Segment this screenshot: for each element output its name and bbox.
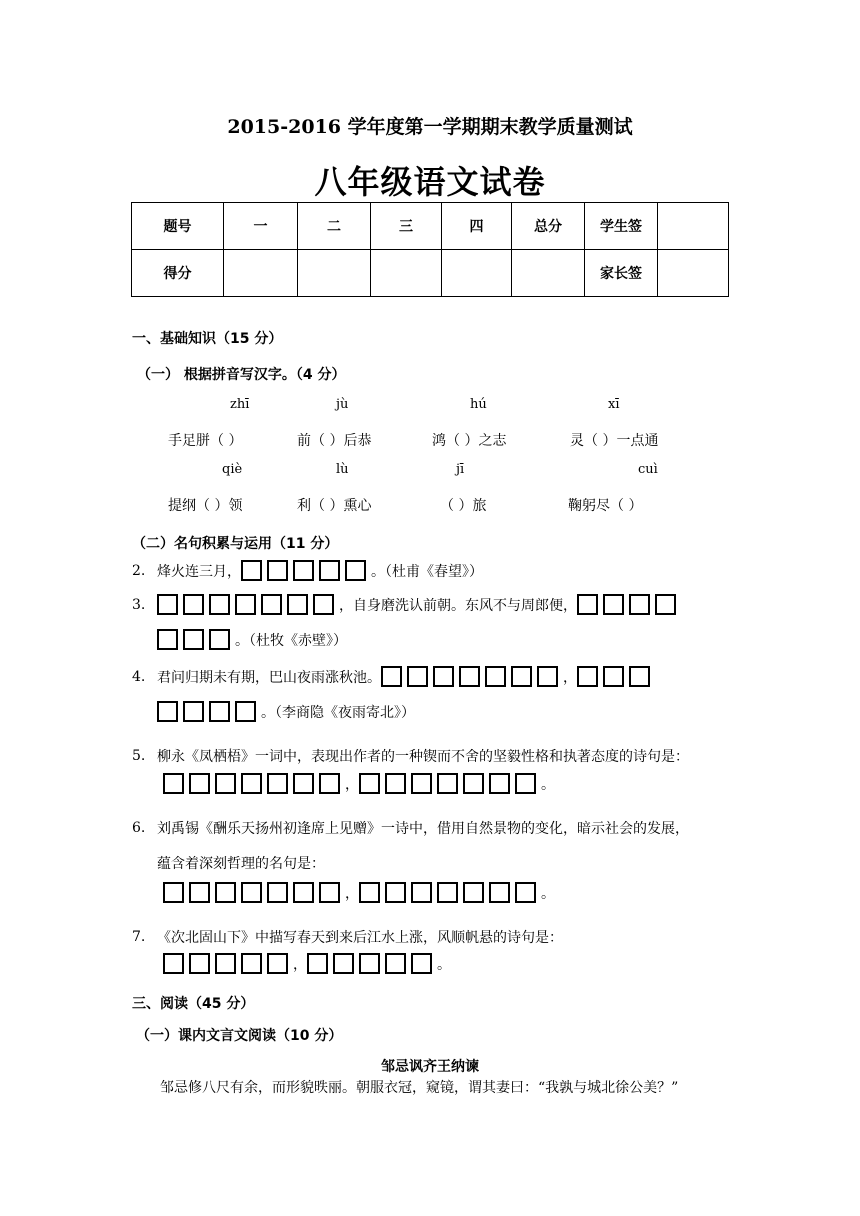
question-5 [132,746,689,766]
word-blank[interactable]: 前（ ）后恭 [297,433,372,449]
pinyin: xī [608,397,620,412]
table-cell: 一 [224,203,298,250]
answer-box[interactable] [485,666,506,687]
punctuation: 。 [437,956,451,973]
answer-box[interactable] [359,882,380,903]
section-heading: 三、阅读（45 分） [132,996,255,1012]
answer-box[interactable] [215,953,236,974]
question-6 [132,818,689,838]
question-3-cont [157,629,347,650]
answer-box[interactable] [411,953,432,974]
punctuation: 。 [541,776,555,793]
answer-box[interactable] [515,773,536,794]
answer-box[interactable] [385,882,406,903]
answer-box[interactable] [463,882,484,903]
answer-box[interactable] [261,594,282,615]
answer-box[interactable] [459,666,480,687]
pinyin: zhī [230,397,250,412]
question-text: 。（杜甫《春望》） [371,563,483,580]
question-6-answer [163,882,555,903]
question-text: 柳永《凤栖梧》一词中，表现出作者的一种锲而不舍的坚毅性格和执著态度的诗句是： [157,749,689,765]
pinyin: lù [336,462,349,477]
answer-box[interactable] [183,701,204,722]
table-cell: 四 [442,203,512,250]
question-number: 6. [132,820,146,836]
score-cell[interactable] [442,250,512,297]
answer-box[interactable] [287,594,308,615]
punctuation: 。 [541,885,555,902]
word-blank[interactable]: 手足胼（ ） [168,433,243,449]
answer-box[interactable] [163,773,184,794]
answer-box[interactable] [629,594,650,615]
word-blank[interactable]: 鸿（ ）之志 [432,433,507,449]
answer-box[interactable] [293,882,314,903]
answer-box[interactable] [241,560,262,581]
word-blank[interactable]: 鞠躬尽（ ） [568,498,643,514]
answer-box[interactable] [235,594,256,615]
passage-text: 邹忌修八尺有余，而形貌昳丽。朝服衣冠，窥镜，谓其妻曰：“我孰与城北徐公美？” [160,1080,679,1096]
question-number: 7. [132,929,146,945]
question-number: 5. [132,748,146,764]
answer-box[interactable] [267,773,288,794]
word-blank[interactable]: （ ）旅 [440,498,487,514]
answer-box[interactable] [209,594,230,615]
table-row [132,203,729,250]
pinyin: qiè [222,462,243,477]
pinyin: jī [456,462,465,477]
signature-cell[interactable] [658,203,729,250]
answer-box[interactable] [313,594,334,615]
answer-box[interactable] [489,882,510,903]
table-cell: 总分 [512,203,585,250]
question-text: 烽火连三月， [157,563,241,580]
question-text: 《次北固山下》中描写春天到来后江水上涨，风顺帆悬的诗句是： [157,930,563,946]
answer-box[interactable] [515,882,536,903]
answer-box[interactable] [655,594,676,615]
signature-cell[interactable] [658,250,729,297]
answer-box[interactable] [215,773,236,794]
answer-box[interactable] [241,953,262,974]
answer-box[interactable] [577,666,598,687]
question-number: 4. [132,668,146,685]
answer-box[interactable] [189,773,210,794]
question-4 [132,666,655,687]
answer-box[interactable] [345,560,366,581]
answer-box[interactable] [157,629,178,650]
punctuation: ， [345,885,359,902]
passage-title: 邹忌讽齐王纳谏 [381,1059,479,1075]
answer-box[interactable] [333,953,354,974]
question-3 [132,594,681,615]
answer-box[interactable] [319,882,340,903]
answer-box[interactable] [209,701,230,722]
answer-box[interactable] [411,773,432,794]
answer-box[interactable] [267,560,288,581]
answer-box[interactable] [267,953,288,974]
answer-box[interactable] [189,882,210,903]
pinyin: jù [336,397,349,412]
answer-box[interactable] [407,666,428,687]
table-cell: 家长签 [585,250,658,297]
answer-box[interactable] [411,882,432,903]
answer-box[interactable] [385,953,406,974]
answer-box[interactable] [603,666,624,687]
answer-box[interactable] [577,594,598,615]
pinyin: cuì [638,462,658,477]
answer-box[interactable] [209,629,230,650]
score-table [131,202,729,297]
table-cell: 三 [371,203,442,250]
answer-box[interactable] [463,773,484,794]
table-cell: 题号 [132,203,224,250]
answer-box[interactable] [163,953,184,974]
answer-box[interactable] [183,594,204,615]
answer-box[interactable] [293,773,314,794]
score-cell[interactable] [298,250,371,297]
question-7 [132,927,563,947]
punctuation: ， [345,776,359,793]
answer-box[interactable] [307,953,328,974]
exam-title: 八年级语文试卷 [314,163,546,201]
answer-box[interactable] [433,666,454,687]
answer-box[interactable] [267,882,288,903]
answer-box[interactable] [511,666,532,687]
answer-box[interactable] [241,882,262,903]
part-heading: （一）课内文言文阅读（10 分） [136,1028,343,1044]
answer-box[interactable] [189,953,210,974]
word-blank[interactable]: 利（ ）熏心 [297,498,372,514]
answer-box[interactable] [319,560,340,581]
question-number: 3. [132,596,146,613]
question-text: ，自身磨洗认前朝。东风不与周郎便， [339,597,577,614]
answer-box[interactable] [293,560,314,581]
answer-box[interactable] [437,882,458,903]
punctuation: ， [563,669,577,686]
answer-box[interactable] [359,953,380,974]
answer-box[interactable] [629,666,650,687]
part-heading: （一） 根据拼音写汉字。（4 分） [137,367,346,383]
answer-box[interactable] [603,594,624,615]
question-text: 。（李商隐《夜雨寄北》） [261,704,415,721]
question-2 [132,560,483,581]
word-blank[interactable]: 提纲（ ）领 [168,498,243,514]
answer-box[interactable] [157,594,178,615]
question-4-cont [157,701,415,722]
answer-box[interactable] [241,773,262,794]
part-heading: （二）名句积累与运用（11 分） [132,536,339,552]
question-5-answer [163,773,555,794]
answer-box[interactable] [235,701,256,722]
pinyin: hú [470,397,487,412]
question-text: 刘禹锡《酬乐天扬州初逢席上见赠》一诗中，借用自然景物的变化，暗示社会的发展， [157,821,689,837]
question-text: 蕴含着深刻哲理的名句是： [157,856,325,872]
answer-box[interactable] [489,773,510,794]
answer-box[interactable] [183,629,204,650]
answer-box[interactable] [537,666,558,687]
answer-box[interactable] [385,773,406,794]
word-blank[interactable]: 灵（ ）一点通 [570,433,659,449]
question-text: 君问归期未有期，巴山夜雨涨秋池。 [157,669,381,686]
table-cell: 二 [298,203,371,250]
score-cell[interactable] [512,250,585,297]
answer-box[interactable] [381,666,402,687]
table-cell: 学生签 [585,203,658,250]
question-text: 。（杜牧《赤壁》） [235,632,347,649]
section-heading: 一、基础知识（15 分） [132,331,283,347]
answer-box[interactable] [319,773,340,794]
question-number: 2. [132,562,146,579]
exam-subtitle: 2015-2016 学年度第一学期期末教学质量测试 [227,116,633,138]
answer-box[interactable] [157,701,178,722]
question-7-answer [163,953,451,974]
punctuation: ， [293,956,307,973]
answer-box[interactable] [215,882,236,903]
answer-box[interactable] [437,773,458,794]
answer-box[interactable] [163,882,184,903]
table-cell: 得分 [132,250,224,297]
score-cell[interactable] [224,250,298,297]
score-cell[interactable] [371,250,442,297]
table-row [132,250,729,297]
answer-box[interactable] [359,773,380,794]
